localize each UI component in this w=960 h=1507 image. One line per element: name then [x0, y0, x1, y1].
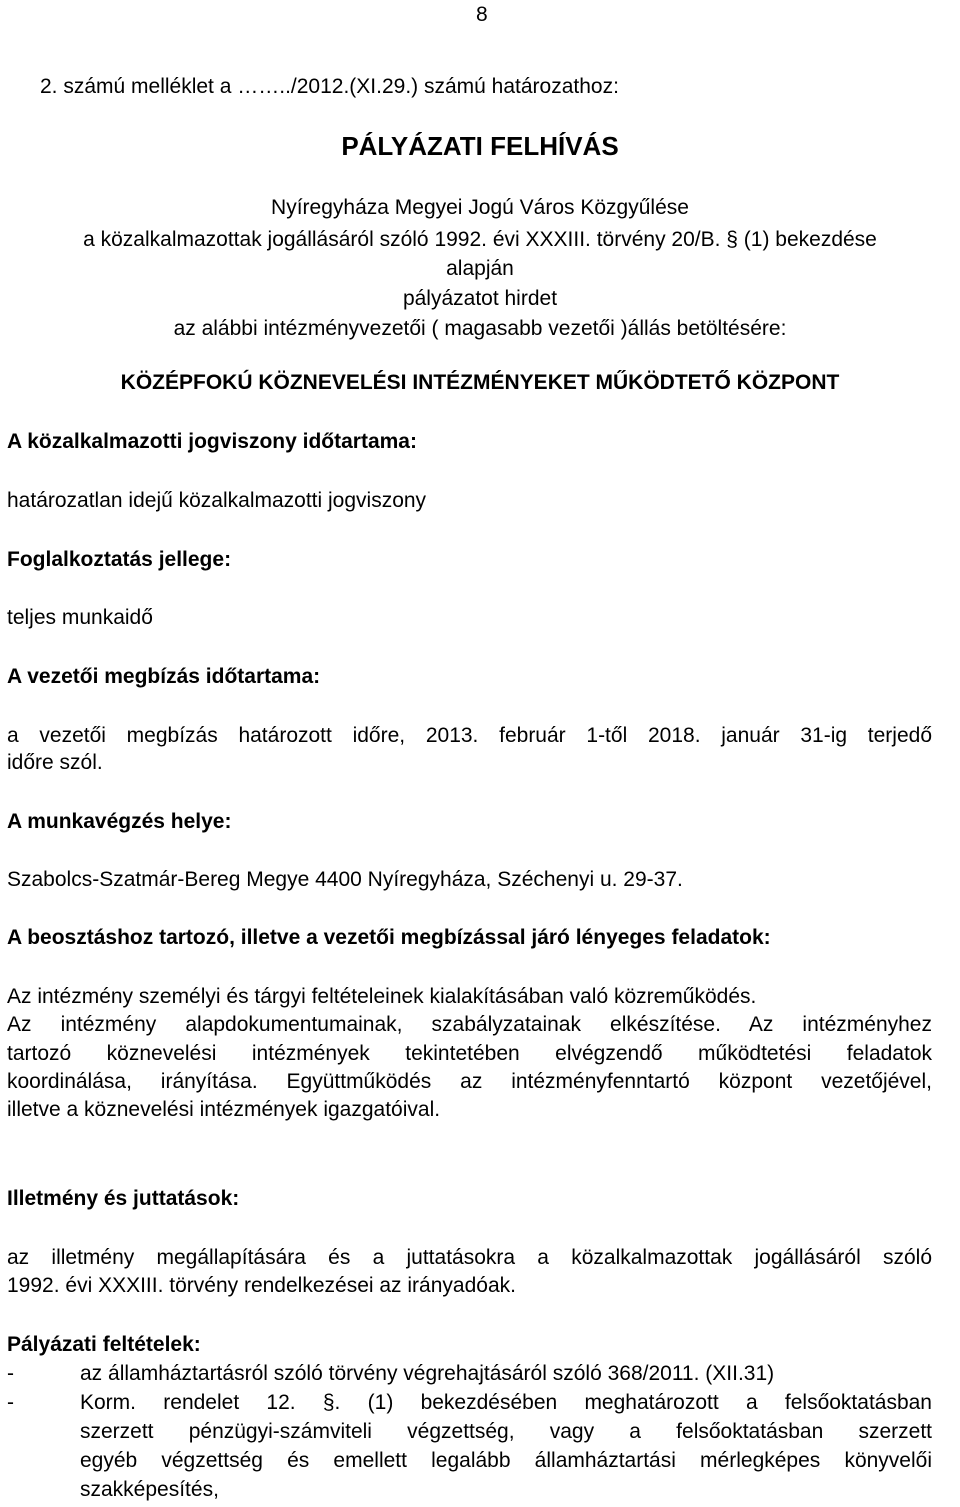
- condition-2-line-4: szakképesítés,: [80, 1478, 219, 1501]
- annex-line: 2. számú melléklet a ……../2012.(XI.29.) számú határozathoz:: [40, 75, 619, 98]
- conditions-heading: Pályázati feltételek:: [7, 1333, 201, 1356]
- location-heading: A munkavégzés helye:: [7, 810, 232, 833]
- mandate-heading: A vezetői megbízás időtartama:: [7, 665, 321, 688]
- condition-2-dash: -: [7, 1391, 14, 1414]
- tasks-line-5: illetve a köznevelési intézmények igazgatóival.: [7, 1098, 441, 1121]
- condition-2-line-2: szerzett pénzügyi-számviteli végzettség, vagy a felsőoktatásban szerzett: [80, 1420, 932, 1443]
- page-number: 8: [476, 3, 488, 26]
- salary-line-1: az illetmény megállapítására és a juttatásokra a közalkalmazottak jogállásáról szóló: [7, 1246, 932, 1269]
- condition-1-dash: -: [7, 1362, 14, 1385]
- intro-line-2: a közalkalmazottak jogállásáról szóló 1992. évi XXXIII. törvény 20/B. § (1) bekezdése: [83, 228, 877, 251]
- intro-line-1: Nyíregyháza Megyei Jogú Város Közgyűlése: [271, 196, 689, 219]
- intro-line-4: pályázatot hirdet: [402, 287, 558, 310]
- mandate-line-2: időre szól.: [7, 751, 103, 774]
- condition-2-line-3: egyéb végzettség és emellett legalább államháztartási mérlegképes könyvelői: [80, 1449, 932, 1472]
- mandate-line-1: a vezetői megbízás határozott időre, 2013. február 1-től 2018. január 31-ig terjedő: [7, 724, 932, 747]
- tasks-line-1: Az intézmény személyi és tárgyi feltételeinek kialakításában való közreműködés.: [7, 985, 757, 1008]
- salary-heading: Illetmény és juttatások:: [7, 1187, 240, 1210]
- page-title: PÁLYÁZATI FELHÍVÁS: [341, 131, 619, 161]
- tasks-line-2: Az intézmény alapdokumentumainak, szabályzatainak elkészítése. Az intézményhez: [7, 1013, 932, 1036]
- tasks-line-4: koordinálása, irányítása. Együttműködés az intézményfenntartó központ vezetőjével,: [7, 1070, 932, 1093]
- institution-name: KÖZÉPFOKÚ KÖZNEVELÉSI INTÉZMÉNYEKET MŰKÖDTETŐ KÖZPONT: [120, 371, 840, 394]
- intro-line-5: az alábbi intézményvezetői ( magasabb vezetői )állás betöltésére:: [173, 317, 787, 340]
- duration-heading: A közalkalmazotti jogviszony időtartama:: [7, 430, 417, 453]
- intro-line-3: alapján: [446, 257, 514, 280]
- employment-text: teljes munkaidő: [7, 606, 153, 629]
- duration-text: határozatlan idejű közalkalmazotti jogviszony: [7, 489, 427, 512]
- tasks-heading: A beosztáshoz tartozó, illetve a vezetői megbízással járó lényeges feladatok:: [7, 926, 771, 949]
- employment-heading: Foglalkoztatás jellege:: [7, 548, 232, 571]
- condition-2-line-1: Korm. rendelet 12. §. (1) bekezdésében meghatározott a felsőoktatásban: [80, 1391, 932, 1414]
- tasks-line-3: tartozó köznevelési intézmények tekintetében elvégzendő működtetési feladatok: [7, 1042, 932, 1065]
- location-text: Szabolcs-Szatmár-Bereg Megye 4400 Nyíregyháza, Széchenyi u. 29-37.: [7, 868, 683, 891]
- condition-1-line-1: az államháztartásról szóló törvény végrehajtásáról szóló 368/2011. (XII.31): [80, 1362, 775, 1385]
- salary-line-2: 1992. évi XXXIII. törvény rendelkezései az irányadóak.: [7, 1274, 516, 1297]
